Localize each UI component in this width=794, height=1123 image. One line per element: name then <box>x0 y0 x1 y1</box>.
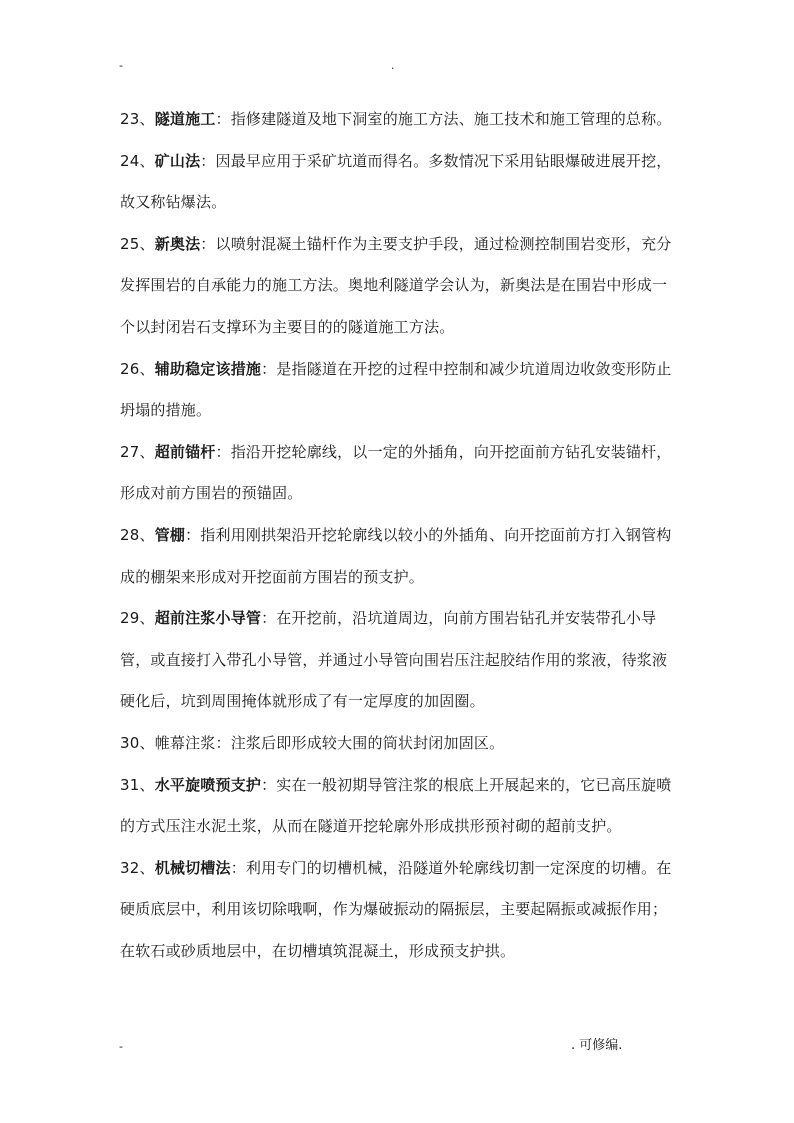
entry-definition: 指修建隧道及地下洞室的施工方法、施工技术和施工管理的总称。 <box>230 110 672 128</box>
entry-term: 管棚 <box>154 525 186 544</box>
entry-definition: 利用专门的切槽机械，沿隧道外轮廓线切割一定深度的切槽。在硬质底层中，利用该切除哦啊，作为爆破振动的隔振层，主要起隔振或减振作用；在软石或砂质地层中，在切槽填筑混凝土，形成预支护拱。 <box>120 858 672 960</box>
entry-number: 32、 <box>120 858 155 877</box>
entry-term: 辅助稳定该措施 <box>154 359 262 378</box>
entry-separator: ： <box>261 609 277 628</box>
glossary-entry <box>120 598 680 723</box>
entry-definition: 指利用刚拱架沿开挖轮廓线以较小的外插角、向开挖面前方打入钢管构成的棚架来形成对开挖面前方围岩的预支护。 <box>120 525 672 586</box>
entry-number: 30、 <box>120 733 155 752</box>
glossary-entry <box>120 848 680 973</box>
entry-term: 水平旋喷预支护 <box>154 775 262 794</box>
entry-definition: 以喷射混凝土锚杆作为主要支护手段，通过检测控制围岩变形，充分发挥围岩的自承能力的施工方法。奥地利隧道学会认为，新奥法是在围岩中形成一个以封闭岩石支撑环为主要目的的隧道施工方法。 <box>120 234 672 336</box>
entry-number: 24、 <box>120 151 155 170</box>
header-dash: - <box>119 59 123 72</box>
entry-separator: ： <box>261 775 277 794</box>
entry-number: 27、 <box>120 442 155 461</box>
glossary-entry <box>120 765 680 848</box>
entry-separator: ： <box>230 858 246 877</box>
entry-definition: 在开挖前，沿坑道周边，向前方围岩钻孔并安装带孔小导管，或直接打入带孔小导管，并通过小导管向围岩压注起胶结作用的浆液，待浆液硬化后，坑到周围掩体就形成了有一定厚度的加固圈。 <box>120 609 668 711</box>
glossary-entry <box>120 723 680 765</box>
entry-separator: ： <box>215 442 231 461</box>
entry-term: 隧道施工 <box>154 110 216 128</box>
entry-definition: 帷幕注浆：注浆后即形成较大围的筒状封闭加固区。 <box>154 733 505 752</box>
entry-definition: 实在一般初期导管注浆的根底上开展起来的，它已高压旋喷的方式压注水泥土浆，从而在隧道开挖轮廓外形成拱形预衬砌的超前支护。 <box>120 775 672 836</box>
entry-number: 25、 <box>120 234 155 253</box>
entry-term: 超前注浆小导管 <box>154 609 262 628</box>
entry-number: 26、 <box>120 359 155 378</box>
glossary-entry <box>120 224 680 349</box>
entry-number: 31、 <box>120 775 155 794</box>
footer-editable-note: . 可修编. <box>571 1038 623 1053</box>
entry-number: 23、 <box>120 110 155 128</box>
entry-separator: ： <box>200 151 216 170</box>
entry-definition: 指沿开挖轮廓线，以一定的外插角，向开挖面前方钻孔安装锚杆，形成对前方围岩的预锚固。 <box>120 442 672 503</box>
glossary-entry <box>120 349 680 432</box>
glossary-entry <box>120 141 680 224</box>
entry-separator: ： <box>261 359 277 378</box>
entry-separator: ： <box>215 110 231 128</box>
entry-term: 机械切槽法 <box>154 858 231 877</box>
glossary-entry <box>120 515 680 598</box>
glossary-entry <box>120 432 680 515</box>
entry-number: 28、 <box>120 525 155 544</box>
glossary-entry <box>120 99 680 141</box>
entry-separator: ： <box>185 525 201 544</box>
footer-dash: - <box>119 1040 123 1053</box>
entry-separator: ： <box>200 234 216 253</box>
entry-number: 29、 <box>120 609 155 628</box>
entry-definition: 因最早应用于采矿坑道而得名。多数情况下采用钻眼爆破进展开挖，故又称钻爆法。 <box>120 151 672 212</box>
header-dot: . <box>391 59 395 72</box>
entry-definition: 是指隧道在开挖的过程中控制和减少坑道周边收敛变形防止坍塌的措施。 <box>120 359 672 420</box>
entry-term: 矿山法 <box>154 151 201 170</box>
glossary-body <box>120 99 680 972</box>
entry-term: 新奥法 <box>154 234 201 253</box>
entry-term: 超前锚杆 <box>154 442 216 461</box>
